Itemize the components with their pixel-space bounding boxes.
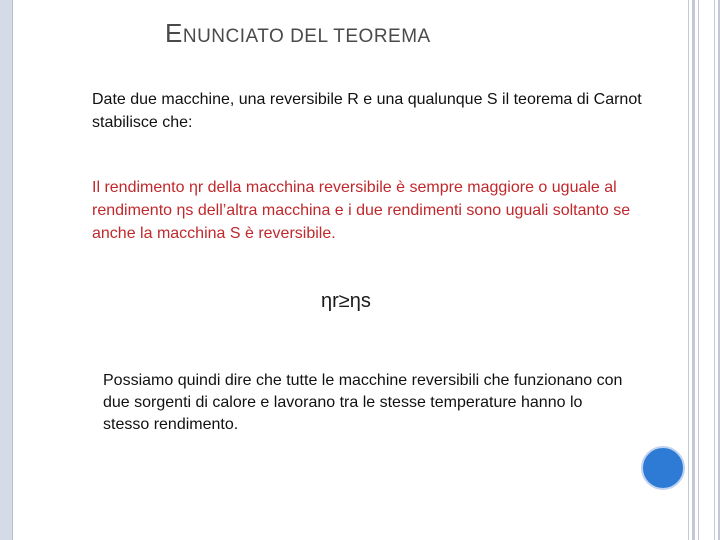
border-line (688, 0, 689, 540)
right-decorative-border (688, 0, 720, 540)
conclusion-paragraph: Possiamo quindi dire che tutte le macchine reversibili che funzionano con due sorgenti di calore e lavorano tra le stesse temperature hanno lo stesso rendimento. (103, 372, 623, 433)
border-line (714, 0, 715, 540)
left-stripe-divider (12, 0, 13, 540)
slide-title (165, 18, 431, 49)
title-initial: E (165, 18, 183, 48)
decorative-circle-icon (641, 446, 685, 490)
title-rest: NUNCIATO DEL TEOREMA (182, 26, 431, 47)
efficiency-formula: ηr≥ηs (321, 290, 371, 312)
intro-paragraph: Date due macchine, una reversibile R e una qualunque S il teorema di Carnot stabilisce che: (92, 91, 642, 131)
left-decorative-stripe (0, 0, 12, 540)
border-line (698, 0, 699, 540)
theorem-statement: Il rendimento ηr della macchina reversibile è sempre maggiore o uguale al rendimento ηs dell’altra macchina e i due rendimenti sono uguali soltanto se anche la macchina S è reversibile. (92, 179, 631, 242)
border-line (692, 0, 695, 540)
